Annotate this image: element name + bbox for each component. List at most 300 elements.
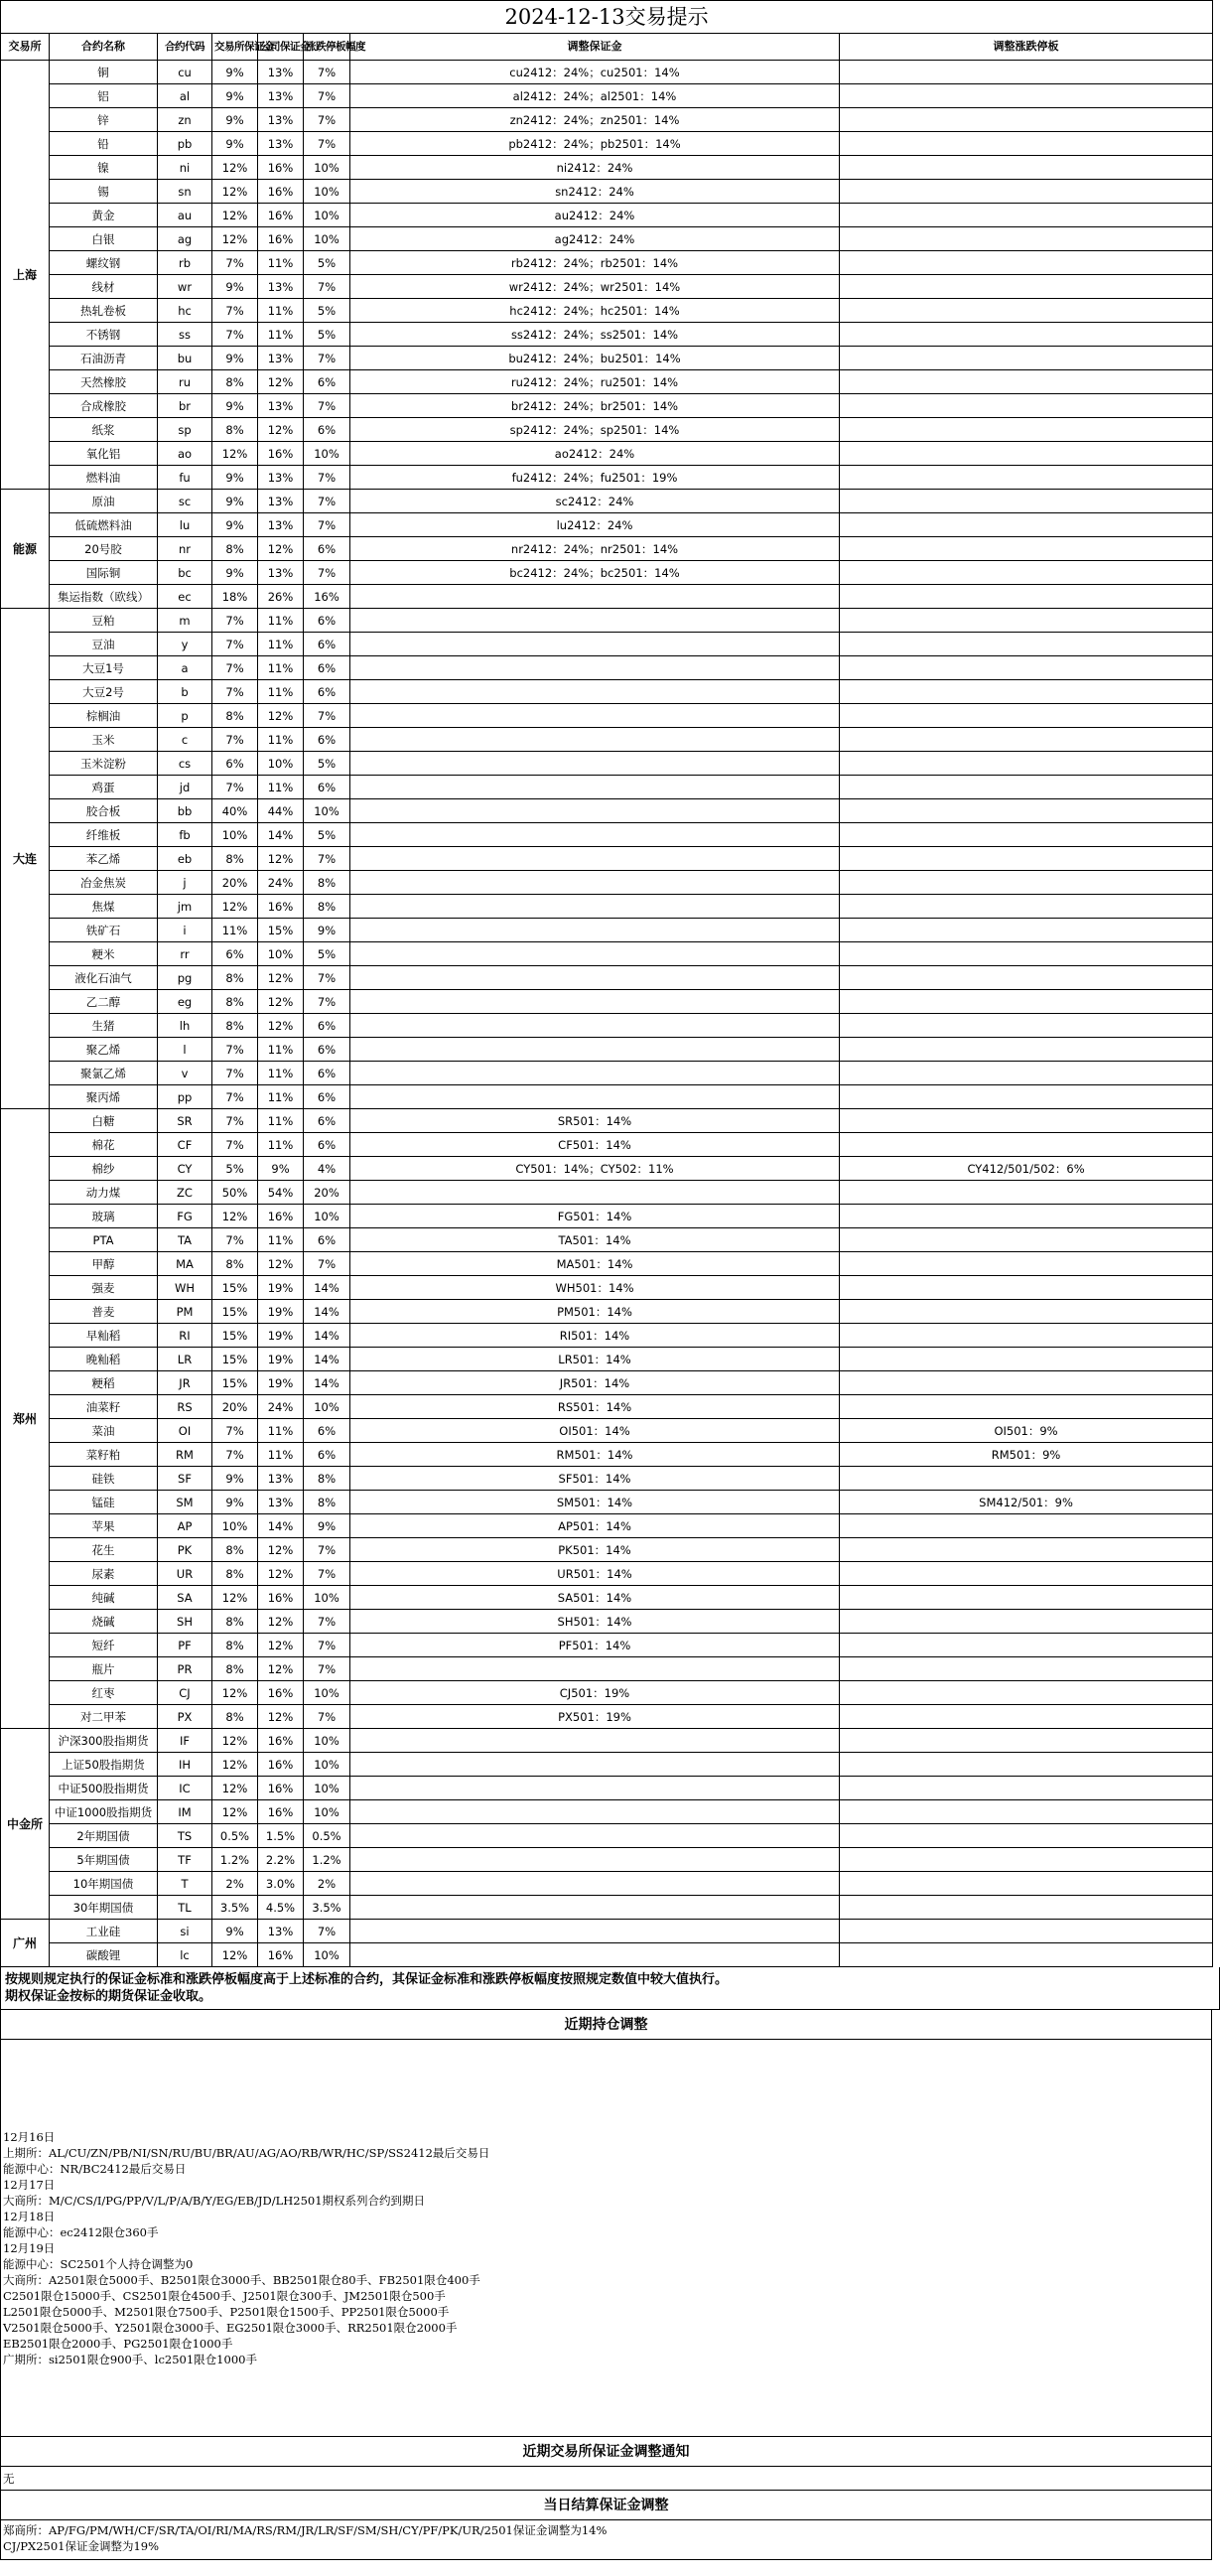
contract-code-cell: eg	[158, 990, 212, 1014]
contract-name-cell: 镍	[50, 156, 158, 180]
price-limit-cell: 10%	[304, 180, 350, 204]
table-row	[1, 1514, 1213, 1538]
table-row	[1, 1181, 1213, 1205]
adjusted-limit-cell	[840, 1800, 1213, 1824]
contract-name-cell: 线材	[50, 275, 158, 299]
price-limit-cell: 10%	[304, 1205, 350, 1228]
contract-code-cell: PF	[158, 1634, 212, 1657]
adjusted-margin-cell	[350, 1943, 840, 1967]
table-row	[1, 370, 1213, 394]
adjusted-limit-cell	[840, 752, 1213, 776]
contract-name-cell: 强麦	[50, 1276, 158, 1300]
contract-code-cell: TL	[158, 1896, 212, 1920]
company-margin-cell: 12%	[258, 1252, 304, 1276]
contract-name-cell: 棉花	[50, 1133, 158, 1157]
exchange-margin-cell: 8%	[212, 370, 258, 394]
adjusted-limit-cell	[840, 61, 1213, 84]
price-limit-cell: 5%	[304, 251, 350, 275]
table-row	[1, 1395, 1213, 1419]
contract-name-cell: 胶合板	[50, 799, 158, 823]
note-line: 按规则规定执行的保证金标准和涨跌停板幅度高于上述标准的合约，其保证金标准和涨跌停板幅度按照规定数值中较大值执行。	[5, 1972, 729, 1987]
exchange-margin-cell: 8%	[212, 1014, 258, 1038]
exchange-margin-cell: 7%	[212, 1443, 258, 1467]
contract-code-cell: sn	[158, 180, 212, 204]
table-row	[1, 347, 1213, 370]
price-limit-cell: 9%	[304, 919, 350, 942]
exchange-cell: 能源	[1, 490, 50, 609]
adjusted-margin-cell: MA501：14%	[350, 1252, 840, 1276]
adjusted-margin-cell	[350, 990, 840, 1014]
contract-name-cell: 石油沥青	[50, 347, 158, 370]
table-row	[1, 1848, 1213, 1872]
contract-name-cell: 红枣	[50, 1681, 158, 1705]
adjusted-margin-cell: PK501：14%	[350, 1538, 840, 1562]
price-limit-cell: 7%	[304, 966, 350, 990]
contract-code-cell: SA	[158, 1586, 212, 1610]
adjusted-margin-cell	[350, 1800, 840, 1824]
table-row	[1, 1419, 1213, 1443]
exchange-margin-cell: 12%	[212, 1753, 258, 1777]
company-margin-cell: 13%	[258, 1491, 304, 1514]
table-row	[1, 561, 1213, 585]
contract-name-cell: 纤维板	[50, 823, 158, 847]
price-limit-cell: 6%	[304, 609, 350, 633]
company-margin-cell: 26%	[258, 585, 304, 609]
company-margin-cell: 16%	[258, 442, 304, 466]
adjusted-limit-cell: CY412/501/502：6%	[840, 1157, 1213, 1181]
exchange-margin-cell: 8%	[212, 847, 258, 871]
company-margin-cell: 13%	[258, 513, 304, 537]
holdings-line: L2501限仓5000手、M2501限仓7500手、P2501限仓1500手、PP2501限仓5000手	[3, 2305, 450, 2319]
exchange-margin-cell: 8%	[212, 1538, 258, 1562]
adjusted-margin-cell: sc2412：24%	[350, 490, 840, 513]
exchange-margin-cell: 7%	[212, 776, 258, 799]
contract-code-cell: LR	[158, 1348, 212, 1371]
price-limit-cell: 5%	[304, 752, 350, 776]
adjusted-margin-cell	[350, 1848, 840, 1872]
company-margin-cell: 16%	[258, 895, 304, 919]
exchange-margin-cell: 15%	[212, 1348, 258, 1371]
price-limit-cell: 6%	[304, 1228, 350, 1252]
exchange-margin-cell: 3.5%	[212, 1896, 258, 1920]
adjusted-margin-cell: br2412：24%；br2501：14%	[350, 394, 840, 418]
contract-code-cell: nr	[158, 537, 212, 561]
contract-name-cell: 纸浆	[50, 418, 158, 442]
company-margin-cell: 13%	[258, 347, 304, 370]
contract-code-cell: l	[158, 1038, 212, 1062]
adjusted-margin-cell: PF501：14%	[350, 1634, 840, 1657]
exchange-margin-cell: 7%	[212, 1109, 258, 1133]
company-margin-cell: 13%	[258, 490, 304, 513]
exchange-margin-cell: 12%	[212, 1681, 258, 1705]
company-margin-cell: 54%	[258, 1181, 304, 1205]
adjusted-limit-cell	[840, 1181, 1213, 1205]
adjusted-limit-cell	[840, 323, 1213, 347]
adjusted-margin-cell	[350, 1657, 840, 1681]
adjusted-limit-cell	[840, 108, 1213, 132]
table-row	[1, 704, 1213, 728]
table-row	[1, 442, 1213, 466]
adjusted-limit-cell	[840, 966, 1213, 990]
price-limit-cell: 10%	[304, 204, 350, 227]
adjusted-margin-cell: PM501：14%	[350, 1300, 840, 1324]
contract-name-cell: 液化石油气	[50, 966, 158, 990]
adjusted-margin-cell: wr2412：24%；wr2501：14%	[350, 275, 840, 299]
contract-name-cell: 苯乙烯	[50, 847, 158, 871]
contract-name-cell: 合成橡胶	[50, 394, 158, 418]
adjusted-margin-cell: ao2412：24%	[350, 442, 840, 466]
price-limit-cell: 7%	[304, 347, 350, 370]
adjusted-margin-cell	[350, 609, 840, 633]
contract-code-cell: lc	[158, 1943, 212, 1967]
table-row	[1, 1872, 1213, 1896]
adjusted-limit-cell	[840, 180, 1213, 204]
adjusted-limit-cell	[840, 1133, 1213, 1157]
table-row	[1, 1824, 1213, 1848]
exchange-margin-cell: 9%	[212, 84, 258, 108]
contract-code-cell: ag	[158, 227, 212, 251]
adjusted-limit-cell	[840, 394, 1213, 418]
adjusted-margin-cell: UR501：14%	[350, 1562, 840, 1586]
table-row	[1, 966, 1213, 990]
adjusted-margin-cell: pb2412：24%；pb2501：14%	[350, 132, 840, 156]
adjusted-limit-cell	[840, 537, 1213, 561]
holdings-line: 能源中心：SC2501个人持仓调整为0	[3, 2257, 194, 2271]
contract-name-cell: 热轧卷板	[50, 299, 158, 323]
contract-name-cell: 国际铜	[50, 561, 158, 585]
price-limit-cell: 8%	[304, 895, 350, 919]
contract-name-cell: 铜	[50, 61, 158, 84]
company-margin-cell: 16%	[258, 1586, 304, 1610]
adjusted-limit-cell	[840, 585, 1213, 609]
contract-code-cell: SM	[158, 1491, 212, 1514]
price-limit-cell: 7%	[304, 1562, 350, 1586]
contract-code-cell: SR	[158, 1109, 212, 1133]
contract-code-cell: ZC	[158, 1181, 212, 1205]
header-price-limit: 涨跌停板幅度	[304, 34, 350, 61]
adjusted-margin-cell: bu2412：24%；bu2501：14%	[350, 347, 840, 370]
header-exchange-margin: 交易所保证金	[212, 34, 258, 61]
table-row	[1, 251, 1213, 275]
contract-code-cell: c	[158, 728, 212, 752]
settlement-body	[0, 2520, 1212, 2560]
adjusted-margin-cell: AP501：14%	[350, 1514, 840, 1538]
notice-body: 无	[0, 2467, 1212, 2491]
contract-code-cell: PM	[158, 1300, 212, 1324]
adjusted-limit-cell	[840, 1300, 1213, 1324]
adjusted-limit-cell	[840, 1896, 1213, 1920]
contract-name-cell: 玉米	[50, 728, 158, 752]
contract-name-cell: 黄金	[50, 204, 158, 227]
contract-name-cell: 大豆2号	[50, 680, 158, 704]
company-margin-cell: 12%	[258, 1705, 304, 1729]
adjusted-limit-cell	[840, 895, 1213, 919]
price-limit-cell: 10%	[304, 1729, 350, 1753]
exchange-margin-cell: 7%	[212, 299, 258, 323]
exchange-margin-cell: 8%	[212, 1252, 258, 1276]
exchange-margin-cell: 7%	[212, 1062, 258, 1085]
price-limit-cell: 7%	[304, 490, 350, 513]
contract-code-cell: ao	[158, 442, 212, 466]
adjusted-limit-cell	[840, 418, 1213, 442]
contract-code-cell: m	[158, 609, 212, 633]
company-margin-cell: 16%	[258, 1777, 304, 1800]
header-adjusted-margin: 调整保证金	[350, 34, 840, 61]
contract-name-cell: 10年期国债	[50, 1872, 158, 1896]
adjusted-margin-cell	[350, 1777, 840, 1800]
adjusted-margin-cell: ni2412：24%	[350, 156, 840, 180]
price-limit-cell: 8%	[304, 1467, 350, 1491]
contract-code-cell: TS	[158, 1824, 212, 1848]
exchange-margin-cell: 12%	[212, 895, 258, 919]
table-row	[1, 156, 1213, 180]
contract-code-cell: PK	[158, 1538, 212, 1562]
adjusted-margin-cell	[350, 752, 840, 776]
exchange-margin-cell: 6%	[212, 752, 258, 776]
exchange-margin-cell: 7%	[212, 1419, 258, 1443]
company-margin-cell: 24%	[258, 1395, 304, 1419]
table-row	[1, 1491, 1213, 1514]
holdings-line: 12月18日	[3, 2210, 56, 2223]
table-row	[1, 799, 1213, 823]
adjusted-margin-cell: RS501：14%	[350, 1395, 840, 1419]
table-row	[1, 1943, 1213, 1967]
price-limit-cell: 10%	[304, 156, 350, 180]
exchange-margin-cell: 7%	[212, 251, 258, 275]
company-margin-cell: 19%	[258, 1300, 304, 1324]
table-row	[1, 1252, 1213, 1276]
table-row	[1, 752, 1213, 776]
price-limit-cell: 10%	[304, 1753, 350, 1777]
exchange-margin-cell: 8%	[212, 418, 258, 442]
adjusted-limit-cell	[840, 1753, 1213, 1777]
adjusted-limit-cell	[840, 1872, 1213, 1896]
price-limit-cell: 10%	[304, 799, 350, 823]
contract-code-cell: ru	[158, 370, 212, 394]
contract-name-cell: 聚乙烯	[50, 1038, 158, 1062]
contract-code-cell: lu	[158, 513, 212, 537]
exchange-margin-cell: 9%	[212, 1491, 258, 1514]
adjusted-margin-cell	[350, 1753, 840, 1777]
exchange-margin-cell: 8%	[212, 1657, 258, 1681]
contract-name-cell: 2年期国债	[50, 1824, 158, 1848]
adjusted-margin-cell	[350, 1729, 840, 1753]
company-margin-cell: 12%	[258, 966, 304, 990]
adjusted-limit-cell	[840, 1514, 1213, 1538]
company-margin-cell: 11%	[258, 609, 304, 633]
adjusted-margin-cell: SA501：14%	[350, 1586, 840, 1610]
price-limit-cell: 7%	[304, 108, 350, 132]
adjusted-margin-cell: nr2412：24%；nr2501：14%	[350, 537, 840, 561]
adjusted-limit-cell	[840, 609, 1213, 633]
company-margin-cell: 11%	[258, 1228, 304, 1252]
table-row	[1, 942, 1213, 966]
company-margin-cell: 16%	[258, 1729, 304, 1753]
table-row	[1, 609, 1213, 633]
adjusted-margin-cell: SM501：14%	[350, 1491, 840, 1514]
contract-name-cell: 白银	[50, 227, 158, 251]
table-row	[1, 895, 1213, 919]
table-row	[1, 418, 1213, 442]
contract-code-cell: lh	[158, 1014, 212, 1038]
table-row	[1, 1705, 1213, 1729]
table-row	[1, 1467, 1213, 1491]
notes	[0, 1967, 1220, 2010]
contract-name-cell: 铝	[50, 84, 158, 108]
company-margin-cell: 13%	[258, 132, 304, 156]
price-limit-cell: 10%	[304, 1395, 350, 1419]
company-margin-cell: 13%	[258, 466, 304, 490]
company-margin-cell: 14%	[258, 1514, 304, 1538]
contract-code-cell: pp	[158, 1085, 212, 1109]
company-margin-cell: 13%	[258, 275, 304, 299]
adjusted-margin-cell	[350, 1085, 840, 1109]
exchange-margin-cell: 7%	[212, 656, 258, 680]
exchange-margin-cell: 11%	[212, 919, 258, 942]
adjusted-limit-cell	[840, 990, 1213, 1014]
company-margin-cell: 12%	[258, 418, 304, 442]
adjusted-margin-cell	[350, 966, 840, 990]
company-margin-cell: 19%	[258, 1276, 304, 1300]
contract-code-cell: TA	[158, 1228, 212, 1252]
contract-name-cell: 动力煤	[50, 1181, 158, 1205]
price-limit-cell: 6%	[304, 1085, 350, 1109]
company-margin-cell: 11%	[258, 1109, 304, 1133]
holdings-line: 能源中心：NR/BC2412最后交易日	[3, 2162, 187, 2176]
adjusted-limit-cell	[840, 1657, 1213, 1681]
contract-code-cell: ss	[158, 323, 212, 347]
contract-code-cell: IH	[158, 1753, 212, 1777]
price-limit-cell: 6%	[304, 633, 350, 656]
adjusted-margin-cell: WH501：14%	[350, 1276, 840, 1300]
contract-name-cell: 中证500股指期货	[50, 1777, 158, 1800]
price-limit-cell: 4%	[304, 1157, 350, 1181]
company-margin-cell: 11%	[258, 1443, 304, 1467]
price-limit-cell: 7%	[304, 1634, 350, 1657]
price-limit-cell: 8%	[304, 1491, 350, 1514]
table-row	[1, 1038, 1213, 1062]
contract-code-cell: ni	[158, 156, 212, 180]
exchange-margin-cell: 8%	[212, 537, 258, 561]
contract-name-cell: 低硫燃料油	[50, 513, 158, 537]
price-limit-cell: 6%	[304, 728, 350, 752]
contract-code-cell: b	[158, 680, 212, 704]
exchange-margin-cell: 9%	[212, 513, 258, 537]
adjusted-limit-cell	[840, 1681, 1213, 1705]
holdings-line: 广期所：si2501限仓900手、lc2501限仓1000手	[3, 2353, 257, 2366]
adjusted-margin-cell: lu2412：24%	[350, 513, 840, 537]
adjusted-margin-cell: JR501：14%	[350, 1371, 840, 1395]
company-margin-cell: 16%	[258, 1205, 304, 1228]
price-limit-cell: 14%	[304, 1371, 350, 1395]
adjusted-limit-cell	[840, 466, 1213, 490]
contract-name-cell: 玉米淀粉	[50, 752, 158, 776]
company-margin-cell: 11%	[258, 1133, 304, 1157]
adjusted-margin-cell	[350, 823, 840, 847]
contract-name-cell: 棉纱	[50, 1157, 158, 1181]
contract-code-cell: bb	[158, 799, 212, 823]
adjusted-limit-cell	[840, 1324, 1213, 1348]
table-row	[1, 776, 1213, 799]
exchange-margin-cell: 20%	[212, 871, 258, 895]
table-row	[1, 680, 1213, 704]
header-adjusted-limit: 调整涨跌停板	[840, 34, 1213, 61]
contract-name-cell: 晚籼稻	[50, 1348, 158, 1371]
company-margin-cell: 19%	[258, 1348, 304, 1371]
contract-code-cell: pb	[158, 132, 212, 156]
price-limit-cell: 9%	[304, 1514, 350, 1538]
contract-name-cell: 纯碱	[50, 1586, 158, 1610]
exchange-margin-cell: 8%	[212, 966, 258, 990]
contract-code-cell: fu	[158, 466, 212, 490]
adjusted-limit-cell: RM501：9%	[840, 1443, 1213, 1467]
company-margin-cell: 4.5%	[258, 1896, 304, 1920]
table-row	[1, 1109, 1213, 1133]
price-limit-cell: 7%	[304, 1705, 350, 1729]
price-limit-cell: 6%	[304, 776, 350, 799]
contract-code-cell: WH	[158, 1276, 212, 1300]
contract-code-cell: bu	[158, 347, 212, 370]
adjusted-limit-cell	[840, 561, 1213, 585]
exchange-margin-cell: 8%	[212, 990, 258, 1014]
adjusted-margin-cell	[350, 1920, 840, 1943]
table-row	[1, 323, 1213, 347]
adjusted-margin-cell	[350, 799, 840, 823]
price-limit-cell: 7%	[304, 704, 350, 728]
adjusted-limit-cell	[840, 633, 1213, 656]
adjusted-limit-cell	[840, 1467, 1213, 1491]
adjusted-limit-cell	[840, 1276, 1213, 1300]
table-row	[1, 871, 1213, 895]
contract-code-cell: sp	[158, 418, 212, 442]
adjusted-limit-cell	[840, 1085, 1213, 1109]
table-row	[1, 1157, 1213, 1181]
adjusted-limit-cell	[840, 1729, 1213, 1753]
holdings-line: 能源中心：ec2412限仓360手	[3, 2225, 159, 2239]
company-margin-cell: 12%	[258, 370, 304, 394]
contract-name-cell: 中证1000股指期货	[50, 1800, 158, 1824]
contract-name-cell: 螺纹钢	[50, 251, 158, 275]
exchange-margin-cell: 7%	[212, 680, 258, 704]
holdings-body	[0, 2040, 1212, 2437]
contract-name-cell: 集运指数（欧线）	[50, 585, 158, 609]
table-row	[1, 299, 1213, 323]
table-row	[1, 1800, 1213, 1824]
price-limit-cell: 10%	[304, 1681, 350, 1705]
adjusted-margin-cell	[350, 704, 840, 728]
contract-name-cell: 冶金焦炭	[50, 871, 158, 895]
exchange-margin-cell: 9%	[212, 275, 258, 299]
contract-name-cell: 锰硅	[50, 1491, 158, 1514]
adjusted-margin-cell: sp2412：24%；sp2501：14%	[350, 418, 840, 442]
contract-name-cell: 花生	[50, 1538, 158, 1562]
adjusted-margin-cell: FG501：14%	[350, 1205, 840, 1228]
adjusted-limit-cell	[840, 1062, 1213, 1085]
company-margin-cell: 19%	[258, 1371, 304, 1395]
adjusted-limit-cell	[840, 1109, 1213, 1133]
price-limit-cell: 5%	[304, 823, 350, 847]
adjusted-margin-cell	[350, 895, 840, 919]
adjusted-margin-cell: bc2412：24%；bc2501：14%	[350, 561, 840, 585]
adjusted-limit-cell: SM412/501：9%	[840, 1491, 1213, 1514]
exchange-cell: 郑州	[1, 1109, 50, 1729]
exchange-margin-cell: 40%	[212, 799, 258, 823]
adjusted-margin-cell	[350, 1872, 840, 1896]
adjusted-limit-cell	[840, 1348, 1213, 1371]
contract-name-cell: 铁矿石	[50, 919, 158, 942]
price-limit-cell: 7%	[304, 1657, 350, 1681]
contract-code-cell: au	[158, 204, 212, 227]
